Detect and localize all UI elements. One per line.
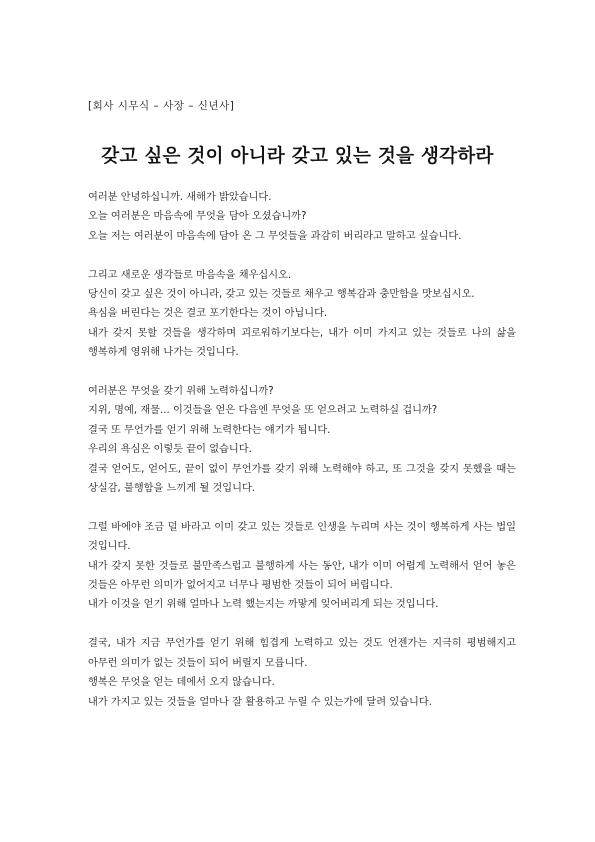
sentence: 지위, 명예, 재물... 이것들을 얻은 다음엔 무엇을 또 얻으려고 노력하실 겁니까? (88, 405, 438, 417)
sentence: 욕심을 버린다는 것은 결코 포기한다는 것이 아닙니다. (88, 308, 328, 320)
sentence: 결국, 내가 지금 무언가를 얻기 위해 힘겹게 노력하고 있는 것도 언젠가는 지극히 평범해지고 아무런 의미가 없는 것들이 되어 버릴지 모릅니다. (88, 638, 516, 669)
sentence: 오늘 저는 여러분이 마음속에 담아 온 그 무엇들을 과감히 버리라고 말하고 싶습니다. (88, 230, 462, 242)
paragraph (88, 188, 516, 246)
paragraph (88, 382, 516, 498)
document-title: 갖고 싶은 것이 아니라 갖고 있는 것을 생각하라 (101, 146, 494, 167)
sentence: 여러분 안녕하십니까. 새해가 밝았습니다. (88, 192, 272, 203)
sentence: 내가 이것을 얻기 위해 얼마나 노력 했는지는 까맣게 잊어버리게 되는 것입니다. (88, 599, 439, 611)
sentence: 결국 또 무언가를 얻기 위해 노력한다는 얘기가 됩니다. (88, 424, 331, 436)
paragraph (88, 634, 516, 712)
sentence: 내가 갖지 못한 것들로 불만족스럽고 불행하게 사는 동안, 내가 이미 어렵게 노력해서 얻어 놓은 것들은 아무런 의미가 없어지고 너무나 평범한 것들이 되어 버립니다. (88, 560, 516, 592)
sentence: 우리의 욕심은 이렇듯 끝이 없습니다. (88, 444, 252, 456)
document-body (88, 188, 516, 731)
sentence: 내가 가지고 있는 것들을 얼마나 잘 활용하고 누릴 수 있는가에 달려 있습니다. (88, 696, 432, 708)
sentence: 그럴 바에야 조금 덜 바라고 이미 갖고 있는 것들로 인생을 누리며 사는 것이 행복하게 사는 법일 것입니다. (88, 521, 516, 553)
sentence: 행복은 무엇을 얻는 데에서 오지 않습니다. (88, 677, 275, 689)
paragraph (88, 266, 516, 363)
sentence: 여러분은 무엇을 갖기 위해 노력하십니까? (88, 386, 274, 398)
document-header: [회사 시무식 – 사장 – 신년사] (88, 100, 235, 112)
sentence: 당신이 갖고 싶은 것이 아니라, 갖고 있는 것들로 채우고 행복감과 충만함을 맛보십시오. (88, 289, 475, 301)
sentence: 오늘 여러분은 마음속에 무엇을 담아 오셨습니까? (88, 211, 307, 223)
sentence: 내가 갖지 못할 것들을 생각하며 괴로워하기보다는, 내가 이미 가지고 있는 것들로 나의 삶을 행복하게 영위해 나가는 것입니다. (88, 327, 516, 359)
sentence: 결국 얻어도, 얻어도, 끝이 없이 무언가를 갖기 위해 노력해야 하고, 또 그것을 갖지 못했을 때는 상실감, 불행함을 느끼게 될 것입니다. (88, 463, 516, 495)
sentence: 그리고 새로운 생각들로 마음속을 채우십시오. (88, 269, 292, 281)
paragraph (88, 518, 516, 615)
